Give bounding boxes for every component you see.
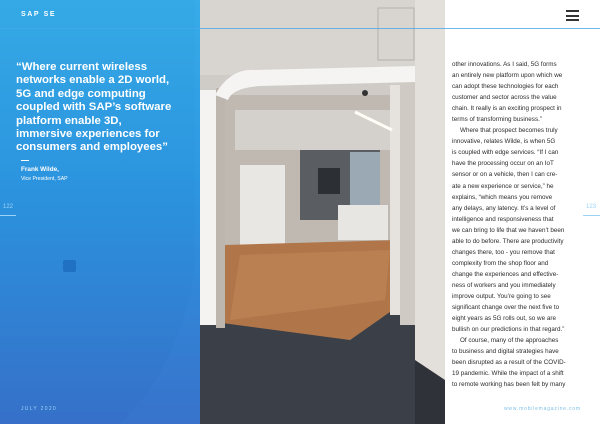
article-line: can adopt these technologies for each — [452, 83, 559, 91]
article-line: able to do before. There are productivity — [452, 237, 564, 245]
article-line: ate a new experience or service,” he — [452, 182, 554, 190]
page-number-right-rule — [583, 215, 600, 216]
pull-quote — [16, 61, 191, 155]
article-line: we can bring to life that we haven’t been — [452, 226, 565, 234]
article-line: complexity from the shop floor and — [452, 259, 549, 267]
article-line: to business and digital strategies have — [452, 348, 559, 356]
quote-line: consumers and employees” — [16, 141, 168, 154]
article-line: other innovations. As I said, 5G forms — [452, 61, 557, 68]
article-line: have the processing occur on an IoT — [452, 160, 554, 168]
quote-author-role: Vice President, SAP — [21, 176, 68, 182]
page-number-left: 122 — [3, 204, 14, 210]
article-line: changes there, too - you remove that — [452, 248, 555, 256]
article-line: intelligence and responsiveness that — [452, 215, 554, 223]
article-line: eight years as 5G rolls out, so we are — [452, 315, 556, 323]
article-line: Where that prospect becomes truly — [460, 127, 558, 135]
quote-line: 5G and edge computing — [16, 87, 146, 100]
article-line: to remote working has been felt by many — [452, 381, 566, 389]
quote-line: “Where current wireless — [16, 61, 148, 73]
article-column — [452, 59, 582, 390]
article-line: any delays, any latency. It’s a level of — [452, 204, 556, 212]
article-line: change the experiences and effective- — [452, 270, 559, 278]
article-line: explains, “which means you remove — [452, 193, 553, 201]
quote-line: platform enable 3D, — [16, 114, 122, 127]
article-line: significant change over the next five to — [452, 304, 560, 312]
article-line: customer and sector across the value — [452, 94, 557, 102]
quote-line: networks enable a 2D world, — [16, 74, 170, 87]
article-line: 19 pandemic. While the impact of a shift — [452, 370, 564, 378]
article-line: an entirely new platform upon which we — [452, 72, 563, 80]
article-line: sensor or on a vehicle, then I can cre- — [452, 171, 558, 179]
hamburger-menu-icon[interactable] — [566, 10, 579, 21]
article-line: chain. It really is an exciting prospect in — [452, 105, 562, 113]
brand-name: SAP SE — [21, 11, 57, 18]
article-line: ness of workers and you immediately — [452, 281, 556, 289]
article-line: terms of transforming business.” — [452, 116, 542, 124]
page-number-right: 123 — [586, 204, 597, 210]
article-line: been disrupted as a result of the COVID- — [452, 359, 566, 367]
quote-author: Frank Wilde, — [21, 166, 59, 173]
quote-line: immersive experiences for — [16, 128, 160, 141]
issue-date: JULY 2020 — [21, 406, 57, 412]
magazine-url[interactable]: www.mobilemagazine.com — [504, 406, 581, 412]
article-line: Of course, many of the approaches — [460, 337, 559, 345]
attribution-dash — [21, 160, 29, 161]
article-line: bullish on our predictions in that regard.” — [452, 326, 565, 334]
header-rule — [0, 28, 600, 29]
article-line: improve output. You’re going to see — [452, 292, 551, 300]
article-line: is coupled with edge services. “If I can — [452, 149, 559, 157]
article-line: innovative, relates Wilde, is when 5G — [452, 138, 556, 146]
quote-line: coupled with SAP’s software — [16, 101, 172, 114]
square-badge-icon — [63, 260, 76, 272]
page-number-left-rule — [0, 215, 16, 216]
